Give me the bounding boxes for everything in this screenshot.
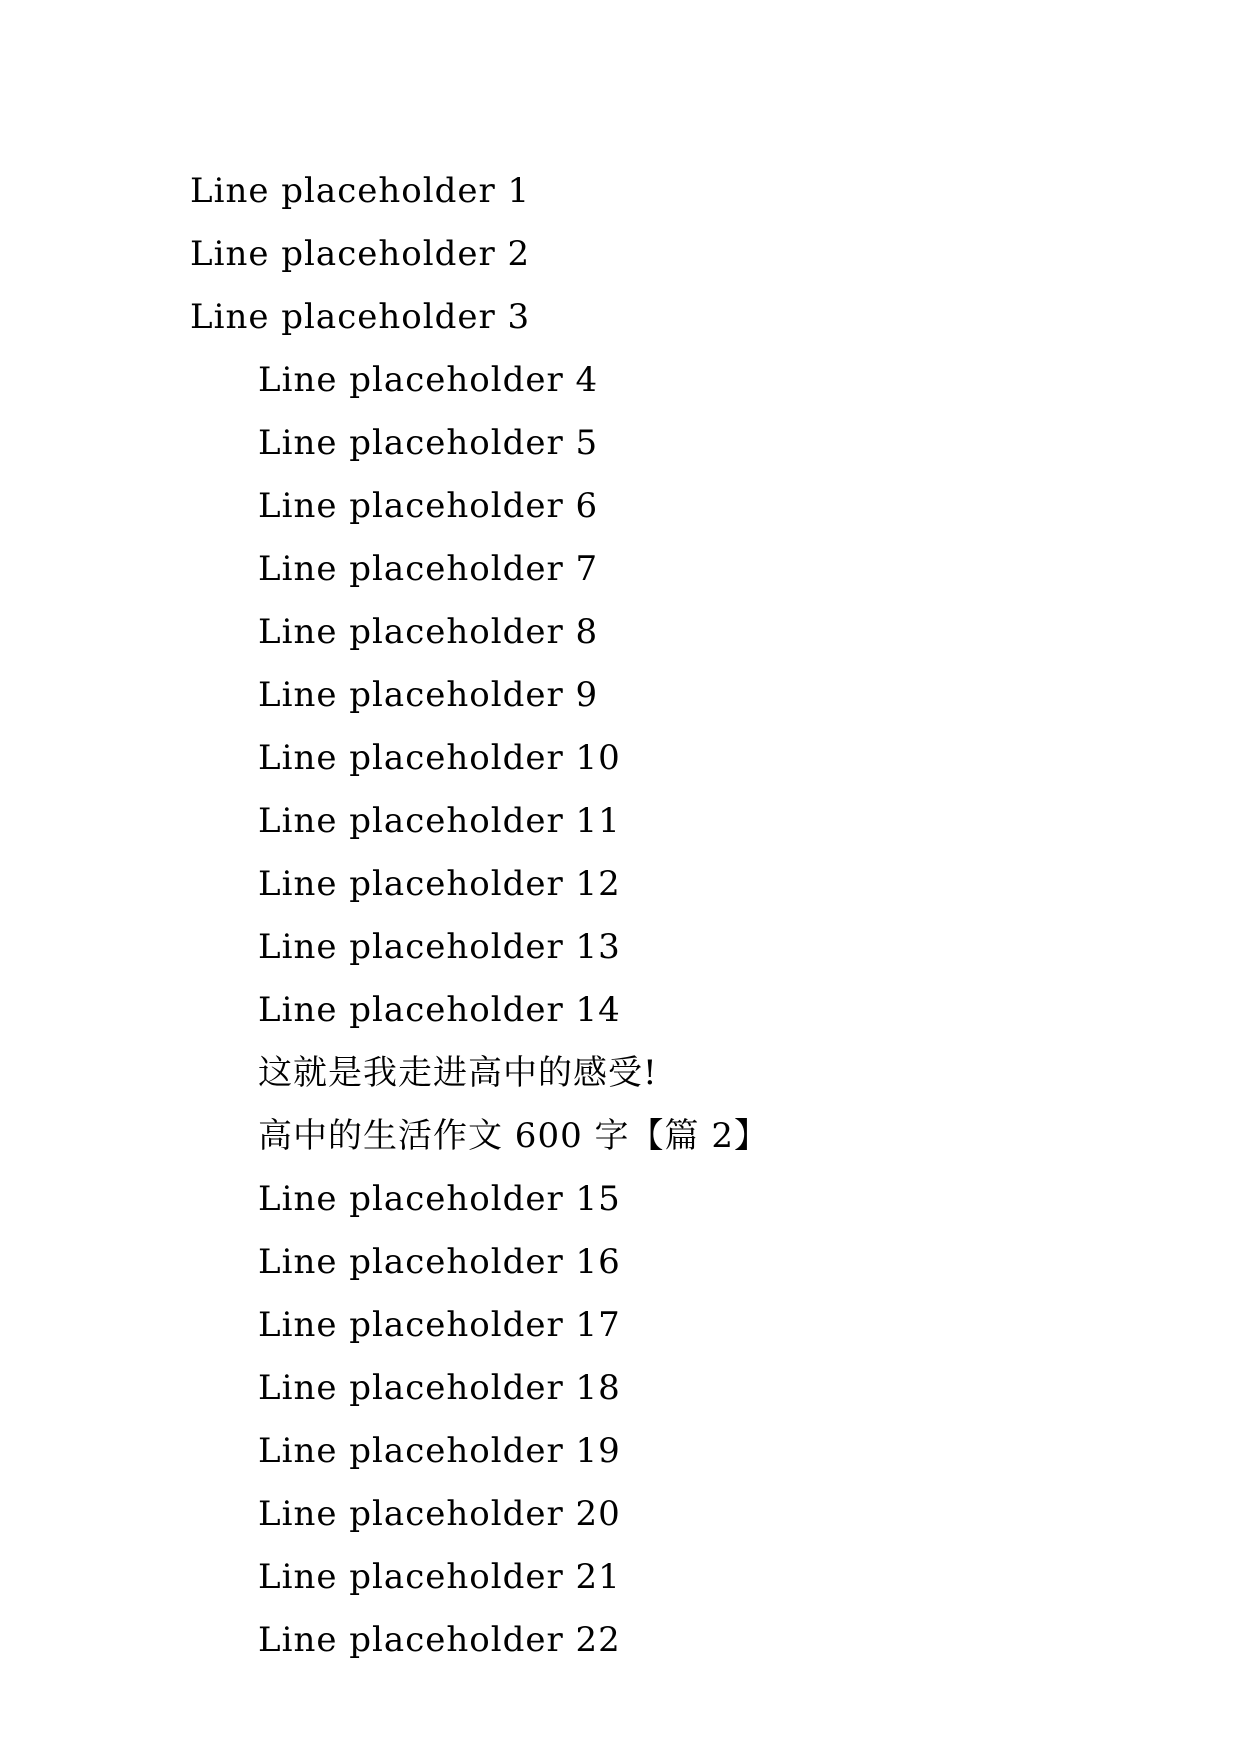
paragraph: [190, 853, 1050, 1042]
text-line: Line placeholder 18: [258, 1368, 621, 1408]
text-line: Line placeholder 4: [258, 360, 599, 400]
text-line: Line placeholder 14: [258, 990, 621, 1030]
text-line: Line placeholder 2: [190, 234, 531, 274]
text-line: Line placeholder 16: [258, 1242, 621, 1282]
text-line: Line placeholder 9: [258, 675, 599, 715]
text-line: Line placeholder 12: [258, 864, 621, 904]
text-line: Line placeholder 13: [258, 927, 621, 967]
section-heading: [190, 1105, 1050, 1168]
text-line: Line placeholder 19: [258, 1431, 621, 1471]
text-line: 这就是我走进高中的感受!: [258, 1053, 658, 1093]
paragraph: [190, 160, 1050, 349]
text-line: Line placeholder 21: [258, 1557, 621, 1597]
text-line: Line placeholder 5: [258, 423, 599, 463]
text-line: Line placeholder 20: [258, 1494, 621, 1534]
text-line: 高中的生活作文 600 字【篇 2】: [258, 1116, 769, 1156]
text-line: Line placeholder 10: [258, 738, 621, 778]
text-line: Line placeholder 22: [258, 1620, 621, 1660]
paragraph: [190, 1420, 1050, 1672]
text-line: Line placeholder 17: [258, 1305, 621, 1345]
paragraph: [190, 1168, 1050, 1420]
paragraph: [190, 1042, 1050, 1105]
document-content: [190, 160, 1050, 1672]
text-line: Line placeholder 8: [258, 612, 599, 652]
text-line: Line placeholder 11: [258, 801, 621, 841]
text-line: Line placeholder 15: [258, 1179, 621, 1219]
text-line: Line placeholder 6: [258, 486, 599, 526]
text-line: Line placeholder 7: [258, 549, 599, 589]
text-line: Line placeholder 1: [190, 171, 531, 211]
document-blocks: [190, 160, 1050, 1672]
text-line: Line placeholder 3: [190, 297, 531, 337]
paragraph: [190, 349, 1050, 853]
